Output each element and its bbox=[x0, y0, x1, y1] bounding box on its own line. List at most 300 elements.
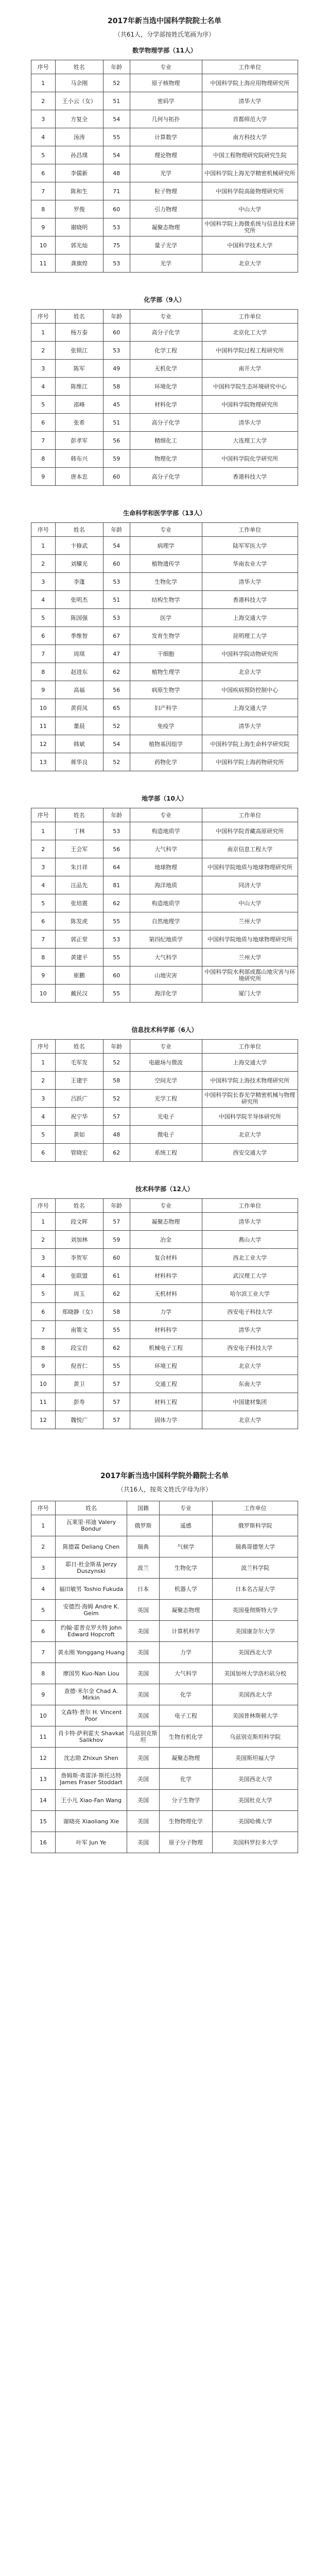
table-row bbox=[31, 1726, 298, 1748]
table-row bbox=[31, 378, 298, 396]
column-header: 序号 bbox=[31, 60, 56, 74]
table-cell: 56 bbox=[103, 432, 130, 450]
table-cell: 吕跃广 bbox=[55, 1090, 103, 1108]
table-cell: 瑞典 bbox=[127, 1536, 159, 1557]
table-cell: 5 bbox=[31, 894, 56, 912]
table-cell: 9 bbox=[31, 1357, 56, 1375]
table-cell: 段宝岩 bbox=[55, 1339, 103, 1357]
table-cell: 彭孝军 bbox=[55, 432, 103, 450]
members-table bbox=[31, 522, 298, 771]
table-cell: 生物化学 bbox=[159, 1557, 213, 1579]
table-cell: 57 bbox=[103, 1411, 130, 1429]
table-cell: 黄卫 bbox=[55, 1375, 103, 1393]
table-cell: 美国加州大学洛杉矶分校 bbox=[213, 1663, 298, 1684]
table-cell: 黄荷凤 bbox=[55, 699, 103, 717]
table-cell: 2 bbox=[31, 342, 56, 360]
table-cell: 中国科学院半导体研究所 bbox=[202, 1108, 298, 1126]
table-cell: 美国 bbox=[127, 1832, 159, 1853]
table-cell: 16 bbox=[31, 1832, 56, 1853]
table-cell: 1 bbox=[31, 822, 56, 840]
table-cell: 52 bbox=[103, 74, 130, 92]
table-cell: 李儒新 bbox=[55, 164, 103, 182]
table-cell: 7 bbox=[31, 182, 56, 200]
table-cell: 化学工程 bbox=[130, 342, 202, 360]
table-cell: 9 bbox=[31, 218, 56, 236]
table-cell: 7 bbox=[31, 1321, 56, 1339]
table-cell: 凝聚态物理 bbox=[159, 1748, 213, 1769]
table-cell: 西安电子科技大学 bbox=[202, 1303, 298, 1321]
table-cell: 周琪 bbox=[55, 645, 103, 663]
table-cell: 孙昌璞 bbox=[55, 146, 103, 164]
table-cell: 病理学 bbox=[130, 537, 202, 555]
table-cell: 北京大学 bbox=[202, 663, 298, 681]
table-cell: 2 bbox=[31, 840, 56, 858]
table-cell: 美国西北大学 bbox=[213, 1684, 298, 1705]
table-cell: 武汉理工大学 bbox=[202, 1267, 298, 1285]
table-cell: 海洋地质 bbox=[130, 876, 202, 894]
column-header: 工作单位 bbox=[213, 1501, 298, 1515]
table-row bbox=[31, 1579, 298, 1600]
table-cell: 60 bbox=[103, 324, 130, 342]
table-cell: 药物化学 bbox=[130, 753, 202, 771]
table-cell: 波兰 bbox=[127, 1557, 159, 1579]
table-cell: 西安交通大学 bbox=[202, 1144, 298, 1162]
table-row bbox=[31, 912, 298, 930]
academy-division-section bbox=[31, 295, 298, 486]
table-cell: 粒子物理 bbox=[130, 182, 202, 200]
table-cell: 罗俊 bbox=[55, 200, 103, 218]
table-cell: 2 bbox=[31, 1536, 56, 1557]
table-cell: 材料工程 bbox=[130, 1393, 202, 1411]
table-cell: 美国康奈尔大学 bbox=[213, 1621, 298, 1642]
table-cell: 52 bbox=[103, 1090, 130, 1108]
table-cell: 材料科学 bbox=[130, 1321, 202, 1339]
table-cell: 波兰科学院 bbox=[213, 1557, 298, 1579]
members-table bbox=[31, 1198, 298, 1429]
table-cell: 生物化学 bbox=[130, 573, 202, 591]
table-cell: 光学 bbox=[130, 164, 202, 182]
table-row bbox=[31, 218, 298, 236]
table-cell: 王小云（女） bbox=[55, 92, 103, 110]
foreign-table-body bbox=[31, 1515, 298, 1853]
table-cell: 化学 bbox=[159, 1684, 213, 1705]
academy-division-section bbox=[31, 1184, 298, 1429]
table-cell: 9 bbox=[31, 1684, 56, 1705]
table-cell: 1 bbox=[31, 1213, 56, 1231]
table-cell: 1 bbox=[31, 324, 56, 342]
table-cell: 陈军 bbox=[55, 360, 103, 378]
table-cell: 高分子化学 bbox=[130, 468, 202, 486]
column-header: 姓名 bbox=[55, 1501, 127, 1515]
table-header-row bbox=[31, 808, 298, 822]
table-cell: 谢晓明 bbox=[55, 218, 103, 236]
table-cell: 黄如 bbox=[55, 1126, 103, 1144]
table-cell: 6 bbox=[31, 1621, 56, 1642]
division-title: 化学部（9人） bbox=[144, 296, 185, 303]
table-cell: 美国普林斯顿大学 bbox=[213, 1705, 298, 1726]
table-cell: 环境化学 bbox=[130, 378, 202, 396]
table-row bbox=[31, 164, 298, 182]
table-row bbox=[31, 200, 298, 218]
table-cell: 10 bbox=[31, 1375, 56, 1393]
table-cell: 9 bbox=[31, 967, 56, 985]
table-cell: 高分子化学 bbox=[130, 414, 202, 432]
table-cell: 微电子 bbox=[130, 1126, 202, 1144]
table-cell: 1 bbox=[31, 537, 56, 555]
table-cell: 清华大学 bbox=[202, 1213, 298, 1231]
table-cell: 计算机科学 bbox=[159, 1621, 213, 1642]
table-cell: 崔鹏 bbox=[55, 967, 103, 985]
table-cell: 7 bbox=[31, 645, 56, 663]
table-row bbox=[31, 1108, 298, 1126]
table-cell: 构造地质学 bbox=[130, 894, 202, 912]
table-cell: 5 bbox=[31, 396, 56, 414]
table-cell: 李蓬 bbox=[55, 573, 103, 591]
table-cell: 11 bbox=[31, 1393, 56, 1411]
table-cell: 中国科学技术大学 bbox=[202, 236, 298, 255]
table-cell: 香港科技大学 bbox=[202, 591, 298, 609]
table-cell: 49 bbox=[103, 360, 130, 378]
table-cell: 高福 bbox=[55, 681, 103, 699]
table-cell: 10 bbox=[31, 985, 56, 1003]
table-cell: 北京大学 bbox=[202, 255, 298, 273]
table-cell: 美国杜克大学 bbox=[213, 1790, 298, 1811]
cas-sections bbox=[31, 46, 298, 1429]
table-cell: 西北工业大学 bbox=[202, 1249, 298, 1267]
table-row bbox=[31, 1811, 298, 1832]
table-cell: 1 bbox=[31, 1054, 56, 1072]
table-cell: 蒋华良 bbox=[55, 753, 103, 771]
column-header: 姓名 bbox=[55, 310, 103, 324]
table-cell: 13 bbox=[31, 1769, 56, 1790]
table-cell: 中国科学院上海生命科学研究院 bbox=[202, 735, 298, 753]
table-cell: 戴民汉 bbox=[55, 985, 103, 1003]
table-cell: 美国斯坦福大学 bbox=[213, 1748, 298, 1769]
column-header: 序号 bbox=[31, 1199, 56, 1213]
academy-division-section bbox=[31, 794, 298, 1003]
table-cell: 75 bbox=[103, 236, 130, 255]
table-row bbox=[31, 255, 298, 273]
table-row bbox=[31, 894, 298, 912]
academy-division-section bbox=[31, 46, 298, 273]
table-cell: 4 bbox=[31, 1108, 56, 1126]
table-cell: 美国 bbox=[127, 1663, 159, 1684]
table-row bbox=[31, 1126, 298, 1144]
division-title: 信息技术科学部（6人） bbox=[131, 1026, 198, 1033]
column-header: 年龄 bbox=[103, 1040, 130, 1054]
table-cell: 周玉 bbox=[55, 1285, 103, 1303]
table-cell: 60 bbox=[103, 967, 130, 985]
table-cell: 刘加林 bbox=[55, 1231, 103, 1249]
table-cell: 首都师范大学 bbox=[202, 110, 298, 128]
table-row bbox=[31, 74, 298, 92]
column-header: 姓名 bbox=[55, 523, 103, 537]
table-cell: 朱日祥 bbox=[55, 858, 103, 876]
table-cell: 52 bbox=[103, 753, 130, 771]
column-header: 专业 bbox=[130, 1040, 202, 1054]
column-header: 姓名 bbox=[55, 1199, 103, 1213]
table-cell: 俄罗斯科学院 bbox=[213, 1515, 298, 1536]
table-cell: 55 bbox=[103, 948, 130, 967]
table-cell: 12 bbox=[31, 1748, 56, 1769]
table-cell: 丁林 bbox=[55, 822, 103, 840]
table-cell: 韩布兴 bbox=[55, 450, 103, 468]
table-cell: 中国科学院上海技术物理研究所 bbox=[202, 1072, 298, 1090]
table-cell: 大气科学 bbox=[159, 1663, 213, 1684]
table-cell: 李贺军 bbox=[55, 1249, 103, 1267]
table-row bbox=[31, 1411, 298, 1429]
table-cell: 计算数学 bbox=[130, 128, 202, 146]
table-row bbox=[31, 1321, 298, 1339]
table-cell: 3 bbox=[31, 360, 56, 378]
table-row bbox=[31, 1072, 298, 1090]
table-cell: 62 bbox=[103, 894, 130, 912]
table-cell: 6 bbox=[31, 164, 56, 182]
table-cell: 王小凡 Xiao-Fan Wang bbox=[55, 1790, 127, 1811]
table-cell: 62 bbox=[103, 663, 130, 681]
table-cell: 56 bbox=[103, 681, 130, 699]
table-row bbox=[31, 573, 298, 591]
division-title: 技术科学部（12人） bbox=[135, 1185, 194, 1193]
table-cell: 陈发虎 bbox=[55, 912, 103, 930]
table-cell: 量子光学 bbox=[130, 236, 202, 255]
table-cell: 中山大学 bbox=[202, 894, 298, 912]
table-cell: 8 bbox=[31, 1339, 56, 1357]
table-row bbox=[31, 236, 298, 255]
table-cell: 中国科学院地质与地球物理研究所 bbox=[202, 858, 298, 876]
table-cell: 60 bbox=[103, 468, 130, 486]
table-cell: 日本名古屋大学 bbox=[213, 1579, 298, 1600]
table-cell: 材料化学 bbox=[130, 396, 202, 414]
table-cell: 11 bbox=[31, 255, 56, 273]
members-table bbox=[31, 808, 298, 1003]
column-header: 年龄 bbox=[103, 310, 130, 324]
column-header: 姓名 bbox=[55, 1040, 103, 1054]
table-cell: 大气科学 bbox=[130, 840, 202, 858]
table-cell: 4 bbox=[31, 1579, 56, 1600]
table-cell: 廖国男 Kuo-Nan Liou bbox=[55, 1663, 127, 1684]
table-cell: 南策文 bbox=[55, 1321, 103, 1339]
table-cell: 10 bbox=[31, 699, 56, 717]
column-header: 姓名 bbox=[55, 60, 103, 74]
table-row bbox=[31, 414, 298, 432]
column-header: 专业 bbox=[130, 523, 202, 537]
table-row bbox=[31, 324, 298, 342]
table-cell: 郭正堂 bbox=[55, 930, 103, 948]
table-cell: 55 bbox=[103, 912, 130, 930]
table-cell: 刘耀光 bbox=[55, 555, 103, 573]
table-cell: 美国 bbox=[127, 1748, 159, 1769]
table-cell: 分子生物学 bbox=[159, 1790, 213, 1811]
table-cell: 原子核物理 bbox=[130, 74, 202, 92]
table-cell: 15 bbox=[31, 1811, 56, 1832]
table-cell: 耶日·杜金斯基 Jerzy Duszynski bbox=[55, 1557, 127, 1579]
table-row bbox=[31, 396, 298, 414]
table-cell: 精细化工 bbox=[130, 432, 202, 450]
table-cell: 自然地理学 bbox=[130, 912, 202, 930]
table-cell: 约翰·霍普克罗夫特 John Edward Hopcroft bbox=[55, 1621, 127, 1642]
column-header: 序号 bbox=[31, 808, 56, 822]
division-title: 生命科学和医学学部（13人） bbox=[123, 510, 206, 517]
table-cell: 中国科学院动物研究所 bbox=[202, 645, 298, 663]
table-row bbox=[31, 1303, 298, 1321]
table-cell: 同济大学 bbox=[202, 876, 298, 894]
column-header: 序号 bbox=[31, 310, 56, 324]
table-cell: 中国科学院上海应用物理研究所 bbox=[202, 74, 298, 92]
table-cell: 53 bbox=[103, 609, 130, 627]
table-cell: 燕山大学 bbox=[202, 1231, 298, 1249]
table-cell: 高分子化学 bbox=[130, 324, 202, 342]
table-cell: 美国科罗拉多大学 bbox=[213, 1832, 298, 1853]
table-cell: 陆军军医大学 bbox=[202, 537, 298, 555]
table-cell: 58 bbox=[103, 1072, 130, 1090]
table-cell: 东南大学 bbox=[202, 1375, 298, 1393]
table-cell: 黄建平 bbox=[55, 948, 103, 967]
table-cell: 王会军 bbox=[55, 840, 103, 858]
table-cell: 气候学 bbox=[159, 1536, 213, 1557]
table-cell: 56 bbox=[103, 840, 130, 858]
table-cell: 中国科学院上海光学精密机械研究所 bbox=[202, 164, 298, 182]
table-cell: 俄罗斯 bbox=[127, 1515, 159, 1536]
table-row bbox=[31, 92, 298, 110]
table-cell: 12 bbox=[31, 735, 56, 753]
table-cell: 4 bbox=[31, 876, 56, 894]
table-cell: 无机化学 bbox=[130, 360, 202, 378]
column-header: 序号 bbox=[31, 1501, 56, 1515]
cas-list-title: 2017年新当选中国科学院院士名单 bbox=[108, 17, 221, 25]
table-cell: 哈尔滨工业大学 bbox=[202, 1285, 298, 1303]
table-cell: 黄永刚 Yonggang Huang bbox=[55, 1642, 127, 1663]
table-cell: 中国科学院水利部成都山地灾害与环境研究所 bbox=[202, 967, 298, 985]
table-cell: 6 bbox=[31, 1144, 56, 1162]
table-cell: 54 bbox=[103, 735, 130, 753]
column-header: 工作单位 bbox=[202, 1199, 298, 1213]
table-cell: 58 bbox=[103, 378, 130, 396]
table-cell: 张希 bbox=[55, 414, 103, 432]
table-row bbox=[31, 699, 298, 717]
table-cell: 段文晖 bbox=[55, 1213, 103, 1231]
table-cell: 厦门大学 bbox=[202, 985, 298, 1003]
table-cell: 47 bbox=[103, 645, 130, 663]
table-cell: 53 bbox=[103, 342, 130, 360]
table-cell: 中国科学院上海药物研究所 bbox=[202, 753, 298, 771]
table-cell: 美国 bbox=[127, 1642, 159, 1663]
table-cell: 54 bbox=[103, 110, 130, 128]
table-row bbox=[31, 663, 298, 681]
table-row bbox=[31, 1684, 298, 1705]
table-cell: 6 bbox=[31, 414, 56, 432]
table-cell: 构造地质学 bbox=[130, 822, 202, 840]
table-cell: 引力物理 bbox=[130, 200, 202, 218]
table-cell: 唐本忠 bbox=[55, 468, 103, 486]
table-cell: 密码学 bbox=[130, 92, 202, 110]
table-row bbox=[31, 1557, 298, 1579]
table-cell: 医学 bbox=[130, 609, 202, 627]
table-row bbox=[31, 735, 298, 753]
table-cell: 54 bbox=[103, 537, 130, 555]
table-row bbox=[31, 468, 298, 486]
table-cell: 邵峰 bbox=[55, 396, 103, 414]
column-header: 专业 bbox=[130, 808, 202, 822]
table-cell: 8 bbox=[31, 200, 56, 218]
table-row bbox=[31, 1144, 298, 1162]
table-cell: 干细胞 bbox=[130, 645, 202, 663]
table-cell: 清华大学 bbox=[202, 573, 298, 591]
table-cell: 郑晓静（女） bbox=[55, 1303, 103, 1321]
table-cell: 董晨 bbox=[55, 717, 103, 735]
table-header-row bbox=[31, 1040, 298, 1054]
table-cell: 安德烈·海姆 Andre K. Geim bbox=[55, 1600, 127, 1621]
table-cell: 力学 bbox=[159, 1642, 213, 1663]
table-cell: 植物基因组学 bbox=[130, 735, 202, 753]
foreign-list-subtitle: （共16人，按英文姓氏字母为序） bbox=[117, 1486, 212, 1493]
table-cell: 英国曼彻斯特大学 bbox=[213, 1600, 298, 1621]
table-cell: 中国疾病预防控制中心 bbox=[202, 681, 298, 699]
table-row bbox=[31, 1393, 298, 1411]
column-header: 工作单位 bbox=[202, 1040, 298, 1054]
table-cell: 清华大学 bbox=[202, 414, 298, 432]
table-cell: 59 bbox=[103, 1231, 130, 1249]
table-row bbox=[31, 609, 298, 627]
table-header-row bbox=[31, 1501, 298, 1515]
table-row bbox=[31, 1663, 298, 1684]
table-cell: 管晓宏 bbox=[55, 1144, 103, 1162]
column-header: 序号 bbox=[31, 1040, 56, 1054]
table-cell: 美国 bbox=[127, 1769, 159, 1790]
table-row bbox=[31, 645, 298, 663]
table-cell: 60 bbox=[103, 200, 130, 218]
table-cell: 3 bbox=[31, 1249, 56, 1267]
column-header: 年龄 bbox=[103, 60, 130, 74]
table-cell: 71 bbox=[103, 182, 130, 200]
table-cell: 6 bbox=[31, 1303, 56, 1321]
table-cell: 中国科学院过程工程研究所 bbox=[202, 342, 298, 360]
table-cell: 沈志勋 Zhixun Shen bbox=[55, 1748, 127, 1769]
cas-list-subtitle: （共61人，分学部按姓氏笔画为序） bbox=[114, 31, 215, 38]
table-cell: 81 bbox=[103, 876, 130, 894]
table-cell: 8 bbox=[31, 450, 56, 468]
table-cell: 张锁江 bbox=[55, 342, 103, 360]
academy-division-section bbox=[31, 1025, 298, 1162]
table-cell: 5 bbox=[31, 609, 56, 627]
table-cell: 2 bbox=[31, 555, 56, 573]
table-row bbox=[31, 555, 298, 573]
table-cell: 免疫学 bbox=[130, 717, 202, 735]
table-cell: 物理化学 bbox=[130, 450, 202, 468]
table-row bbox=[31, 1790, 298, 1811]
members-table bbox=[31, 60, 298, 273]
table-cell: 3 bbox=[31, 110, 56, 128]
table-cell: 大气科学 bbox=[130, 948, 202, 967]
table-cell: 1 bbox=[31, 1515, 56, 1536]
table-cell: 北京大学 bbox=[202, 1126, 298, 1144]
table-cell: 55 bbox=[103, 985, 130, 1003]
table-cell: 57 bbox=[103, 1393, 130, 1411]
table-cell: 地球物理 bbox=[130, 858, 202, 876]
table-row bbox=[31, 681, 298, 699]
table-row bbox=[31, 948, 298, 967]
table-cell: 53 bbox=[103, 573, 130, 591]
table-cell: 中国科学院高能物理研究所 bbox=[202, 182, 298, 200]
table-cell: 昆明理工大学 bbox=[202, 627, 298, 645]
table-cell: 58 bbox=[103, 1303, 130, 1321]
table-cell: 陈和生 bbox=[55, 182, 103, 200]
table-cell: 7 bbox=[31, 1642, 56, 1663]
table-cell: 4 bbox=[31, 378, 56, 396]
foreign-members-table bbox=[31, 1501, 298, 1853]
table-cell: 3 bbox=[31, 1090, 56, 1108]
table-cell: 美国 bbox=[127, 1811, 159, 1832]
